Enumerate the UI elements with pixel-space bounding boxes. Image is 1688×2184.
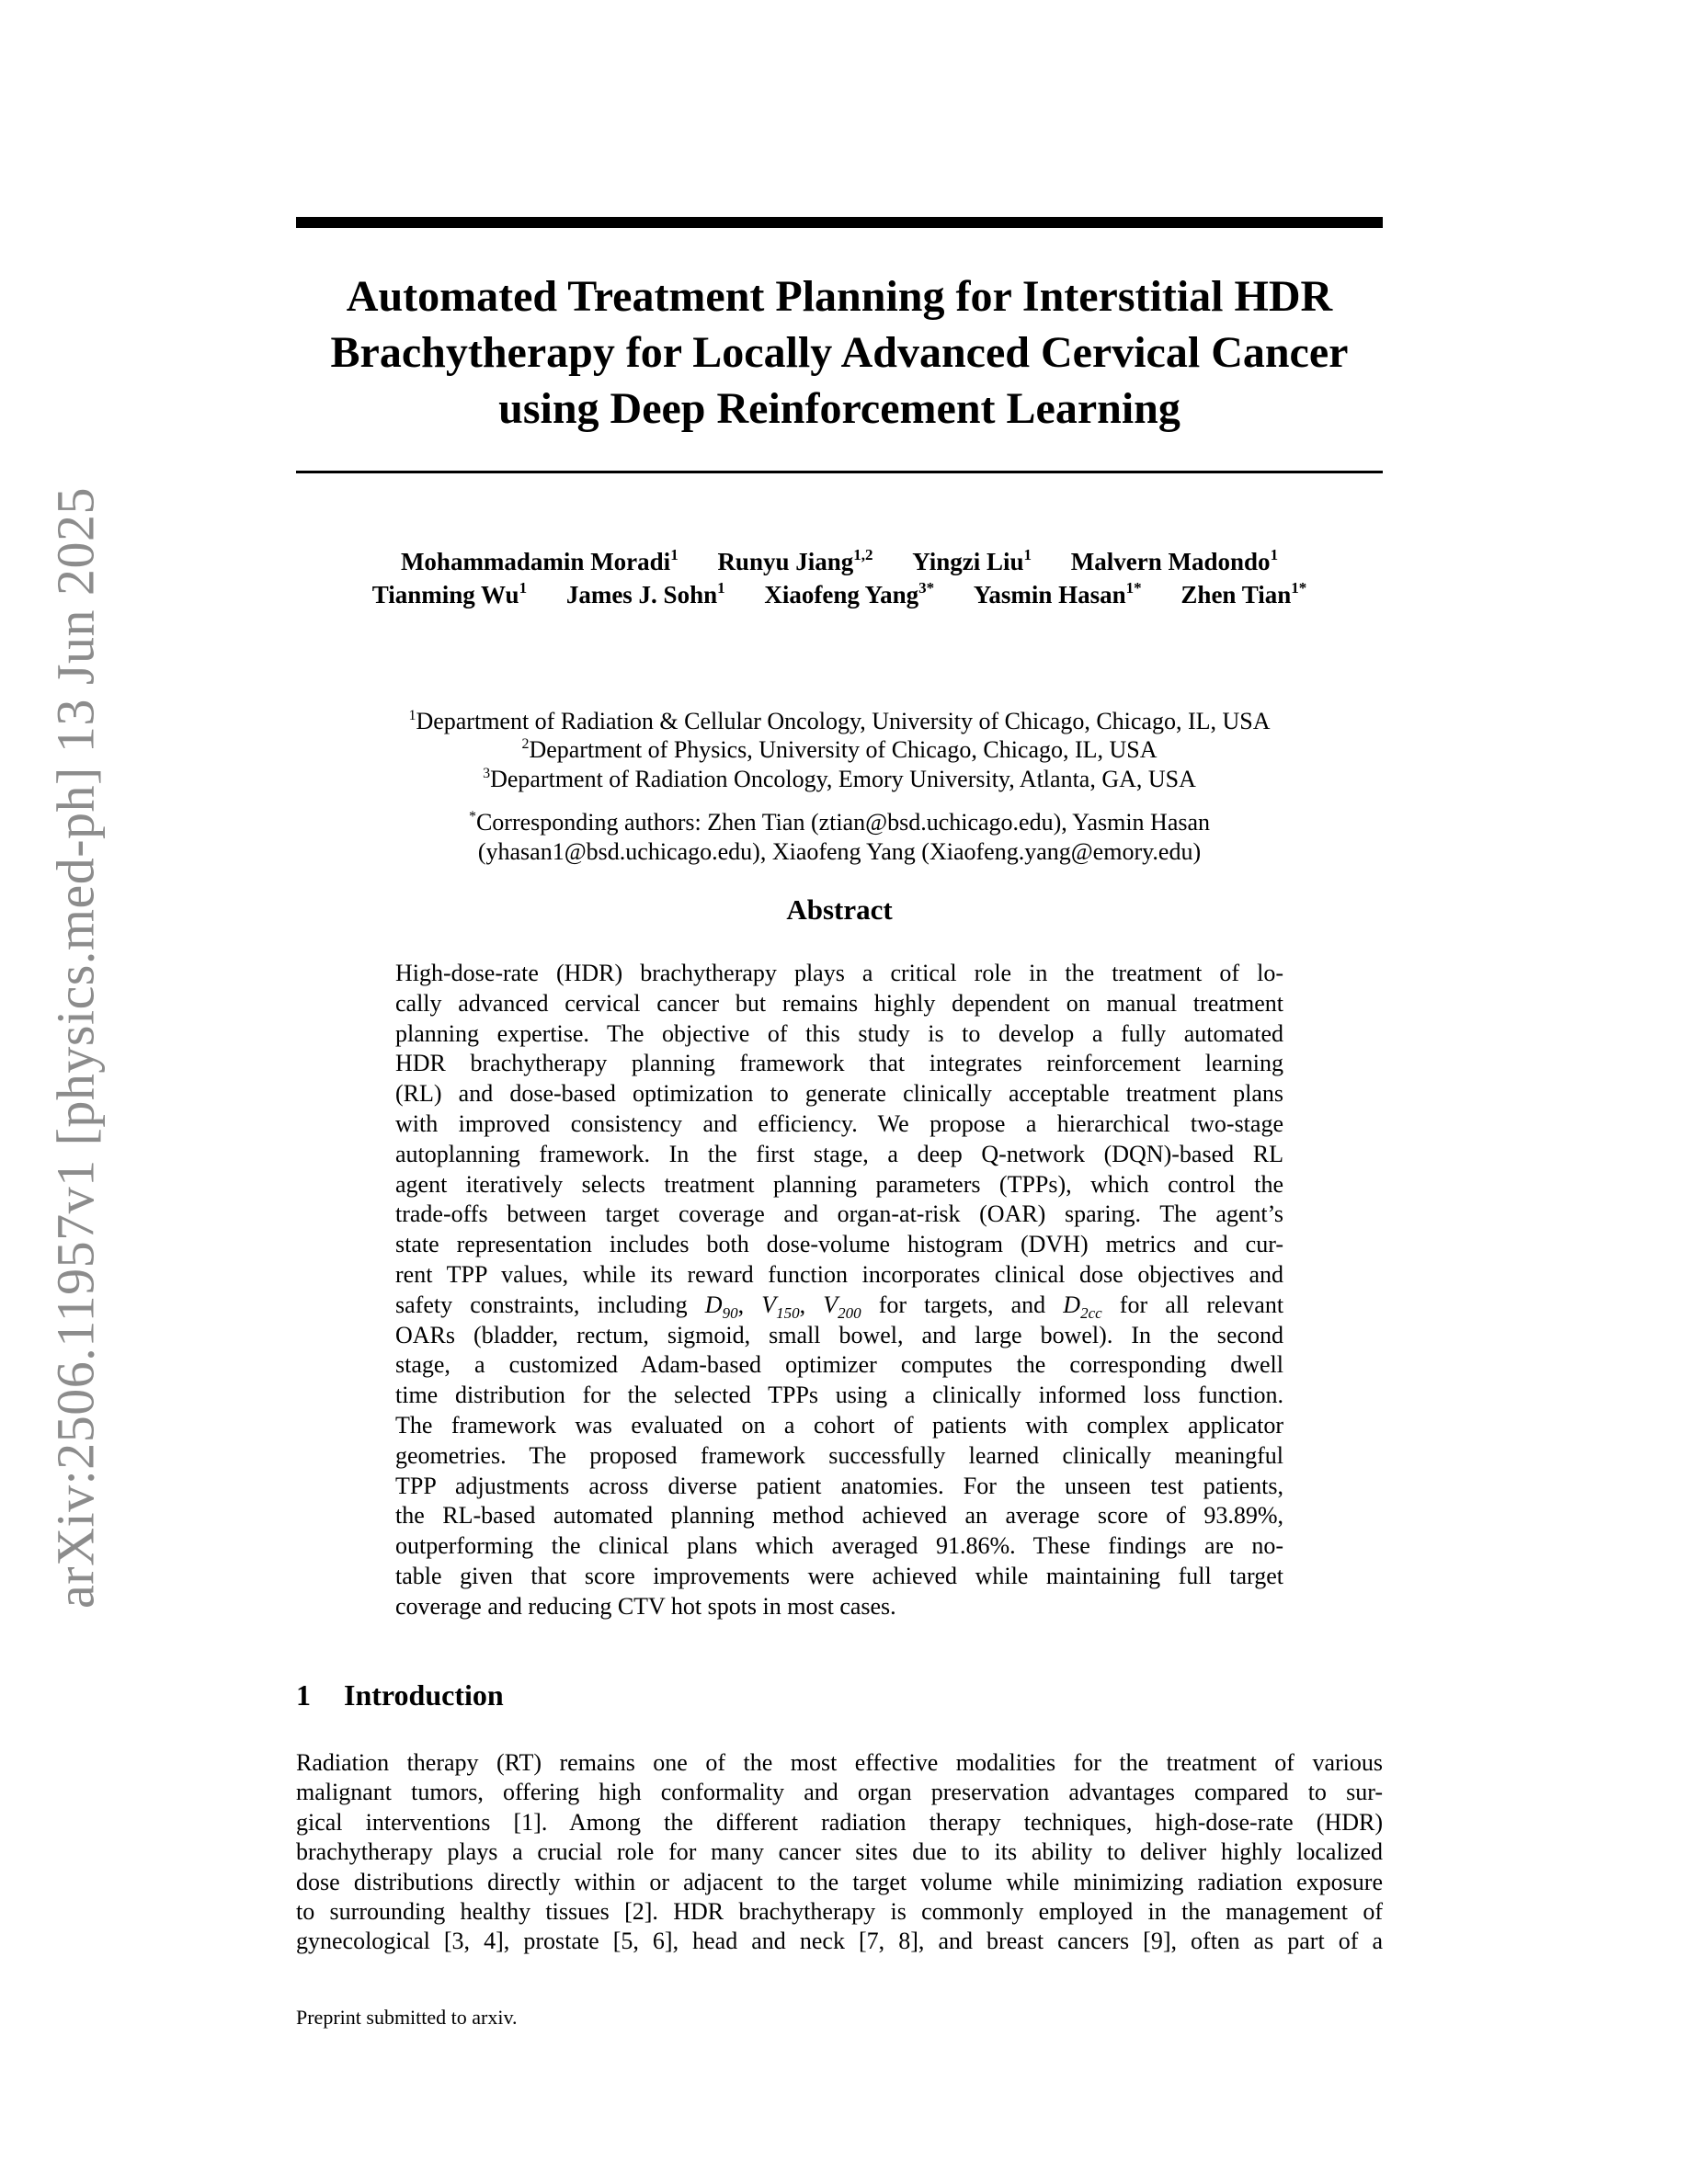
affiliation bbox=[296, 766, 1383, 793]
abstract-heading: Abstract bbox=[786, 893, 893, 926]
abstract-line: rent TPP values, while its reward function incorporates clinical dose objectives and bbox=[395, 1260, 1283, 1288]
author-name: Runyu Jiang bbox=[717, 548, 854, 575]
abstract-line: geometries. The proposed framework successfully learned clinically meaningful bbox=[395, 1441, 1283, 1469]
abstract-line: time distribution for the selected TPPs using a clinically informed loss function. bbox=[395, 1382, 1283, 1409]
author-affiliation-mark: 3* bbox=[918, 579, 935, 597]
title-rule-top bbox=[296, 217, 1383, 228]
author bbox=[764, 581, 934, 609]
author-affiliation-mark: 1 bbox=[670, 546, 679, 563]
author-affiliation-mark: 1 bbox=[1023, 546, 1032, 563]
abstract-line: trade-offs between target coverage and organ-at-risk (OAR) sparing. The agent’s bbox=[395, 1200, 1283, 1228]
author-name: James J. Sohn bbox=[565, 581, 718, 609]
abstract-text: for all relevant bbox=[1119, 1291, 1284, 1318]
math-d90: $D_{90}$ bbox=[704, 1291, 738, 1322]
author-name: Yasmin Hasan bbox=[973, 581, 1126, 609]
abstract-line: HDR brachytherapy planning framework that integrates reinforcement learning bbox=[395, 1050, 1283, 1077]
author-name: Zhen Tian bbox=[1180, 581, 1292, 609]
introduction-line: brachytherapy plays a crucial role for many cancer sites due to its ability to deliver highly localized bbox=[296, 1838, 1383, 1866]
affiliation-mark: 3 bbox=[483, 766, 491, 781]
corresponding-text: Corresponding authors: Zhen Tian (ztian@bsd.uchicago.edu), Yasmin Hasan bbox=[475, 809, 1211, 836]
author bbox=[717, 548, 873, 576]
section-heading-introduction bbox=[296, 1678, 504, 1712]
abstract-line: TPP adjustments across diverse patient anatomies. For the unseen test patients, bbox=[395, 1472, 1283, 1499]
title-line: Automated Treatment Planning for Interstitial HDR bbox=[346, 272, 1333, 321]
author bbox=[1071, 548, 1278, 576]
title-rule-bottom bbox=[296, 471, 1383, 473]
corresponding-emails: (yhasan1@bsd.uchicago.edu), Xiaofeng Yang (Xiaofeng.yang@emory.edu) bbox=[477, 838, 1202, 865]
introduction-line: dose distributions directly within or adjacent to the target volume while minimizing radiation exposure bbox=[296, 1868, 1383, 1895]
arxiv-identifier-stamp: arXiv:2506.11957v1 [physics.med-ph] 13 Jun 2025 bbox=[45, 487, 106, 1609]
introduction-line: malignant tumors, offering high conformality and organ preservation advantages compared to sur- bbox=[296, 1779, 1383, 1806]
author-affiliation-mark: 1* bbox=[1125, 579, 1142, 597]
introduction-line: Radiation therapy (RT) remains one of the most effective modalities for the treatment of various bbox=[296, 1749, 1383, 1776]
abstract-line: table given that score improvements were achieved while maintaining full target bbox=[395, 1562, 1283, 1589]
author-name: Yingzi Liu bbox=[912, 548, 1024, 575]
introduction-body bbox=[296, 1748, 1383, 1957]
author-list-row bbox=[296, 548, 1383, 576]
introduction-line: to surrounding healthy tissues [2]. HDR brachytherapy is commonly employed in the management of bbox=[296, 1897, 1383, 1925]
section-number: 1 bbox=[296, 1678, 311, 1712]
abstract-text: safety constraints, including bbox=[395, 1291, 688, 1318]
author-list-row bbox=[296, 581, 1383, 609]
author-name: Mohammadamin Moradi bbox=[400, 548, 671, 575]
affiliation bbox=[296, 736, 1383, 764]
abstract-line: planning expertise. The objective of this study is to develop a fully automated bbox=[395, 1019, 1283, 1047]
affiliation-mark: 2 bbox=[521, 736, 530, 752]
abstract-line: stage, a customized Adam-based optimizer computes the corresponding dwell bbox=[395, 1351, 1283, 1379]
abstract-body bbox=[395, 959, 1283, 1622]
author-affiliation-mark: 1 bbox=[519, 579, 528, 597]
abstract-line: agent iteratively selects treatment planning parameters (TPPs), which control the bbox=[395, 1170, 1283, 1198]
abstract-line: coverage and reducing CTV hot spots in most cases. bbox=[395, 1592, 896, 1620]
abstract-line: the RL-based automated planning method achieved an average score of 93.89%, bbox=[395, 1502, 1283, 1530]
affiliation-mark: 1 bbox=[408, 708, 416, 723]
abstract-line: The framework was evaluated on a cohort of patients with complex applicator bbox=[395, 1411, 1283, 1439]
author bbox=[1180, 581, 1306, 609]
abstract-line: High-dose-rate (HDR) brachytherapy plays a critical role in the treatment of lo- bbox=[395, 960, 1283, 986]
author-name: Tianming Wu bbox=[371, 581, 519, 609]
author-affiliation-mark: 1,2 bbox=[853, 546, 873, 563]
affiliation-text: Department of Radiation & Cellular Oncology, University of Chicago, Chicago, IL, USA bbox=[416, 708, 1271, 734]
introduction-line: gical interventions [1]. Among the different radiation therapy techniques, high-dose-rate (HDR) bbox=[296, 1808, 1383, 1836]
abstract-line: cally advanced cervical cancer but remains highly dependent on manual treatment bbox=[395, 989, 1283, 1017]
abstract-line: (RL) and dose-based optimization to generate clinically acceptable treatment plans bbox=[395, 1080, 1283, 1108]
abstract-line: autoplanning framework. In the first stage, a deep Q-network (DQN)-based RL bbox=[395, 1140, 1283, 1167]
title-line: Brachytherapy for Locally Advanced Cervical Cancer bbox=[330, 328, 1349, 377]
affiliation-text: Department of Radiation Oncology, Emory University, Atlanta, GA, USA bbox=[490, 766, 1196, 792]
abstract-line: outperforming the clinical plans which averaged 91.86%. These findings are no- bbox=[395, 1532, 1283, 1560]
affiliation-text: Department of Physics, University of Chicago, Chicago, IL, USA bbox=[529, 736, 1158, 763]
author bbox=[372, 581, 527, 609]
abstract-line: OARs (bladder, rectum, sigmoid, small bowel, and large bowel). In the second bbox=[395, 1321, 1283, 1348]
author-name: Xiaofeng Yang bbox=[764, 581, 919, 609]
abstract-line-with-math: safety constraints, including $D_{90}$, $V_{150}$, $V_{200}$ for targets, and $D_{2cc}$ for all relevant bbox=[395, 1291, 1284, 1322]
math-v150: $V_{150}$ bbox=[761, 1291, 800, 1322]
author-affiliation-mark: 1 bbox=[717, 579, 725, 597]
author bbox=[912, 548, 1032, 576]
section-title: Introduction bbox=[344, 1678, 504, 1712]
author bbox=[974, 581, 1142, 609]
abstract-text: for targets, and bbox=[878, 1291, 1046, 1318]
corresponding-mark: * bbox=[468, 809, 476, 825]
title-line: using Deep Reinforcement Learning bbox=[498, 384, 1180, 433]
author-name: Malvern Madondo bbox=[1070, 548, 1271, 575]
math-v200: $V_{200}$ bbox=[823, 1291, 861, 1322]
affiliation bbox=[296, 708, 1383, 735]
abstract-line: state representation includes both dose-volume histogram (DVH) metrics and cur- bbox=[395, 1231, 1283, 1258]
abstract-line: with improved consistency and efficiency. We propose a hierarchical two-stage bbox=[395, 1109, 1283, 1137]
author-affiliation-mark: 1* bbox=[1291, 579, 1307, 597]
math-d2cc: $D_{2cc}$ bbox=[1063, 1291, 1102, 1322]
author bbox=[401, 548, 679, 576]
author-affiliation-mark: 1 bbox=[1270, 546, 1279, 563]
introduction-line: gynecological [3, 4], prostate [5, 6], head and neck [7, 8], and breast cancers [9], often as part of a bbox=[296, 1928, 1383, 1955]
paper-title bbox=[296, 268, 1383, 437]
preprint-footer-note: Preprint submitted to arxiv. bbox=[296, 2006, 518, 2029]
corresponding-authors bbox=[296, 809, 1383, 836]
author bbox=[566, 581, 725, 609]
